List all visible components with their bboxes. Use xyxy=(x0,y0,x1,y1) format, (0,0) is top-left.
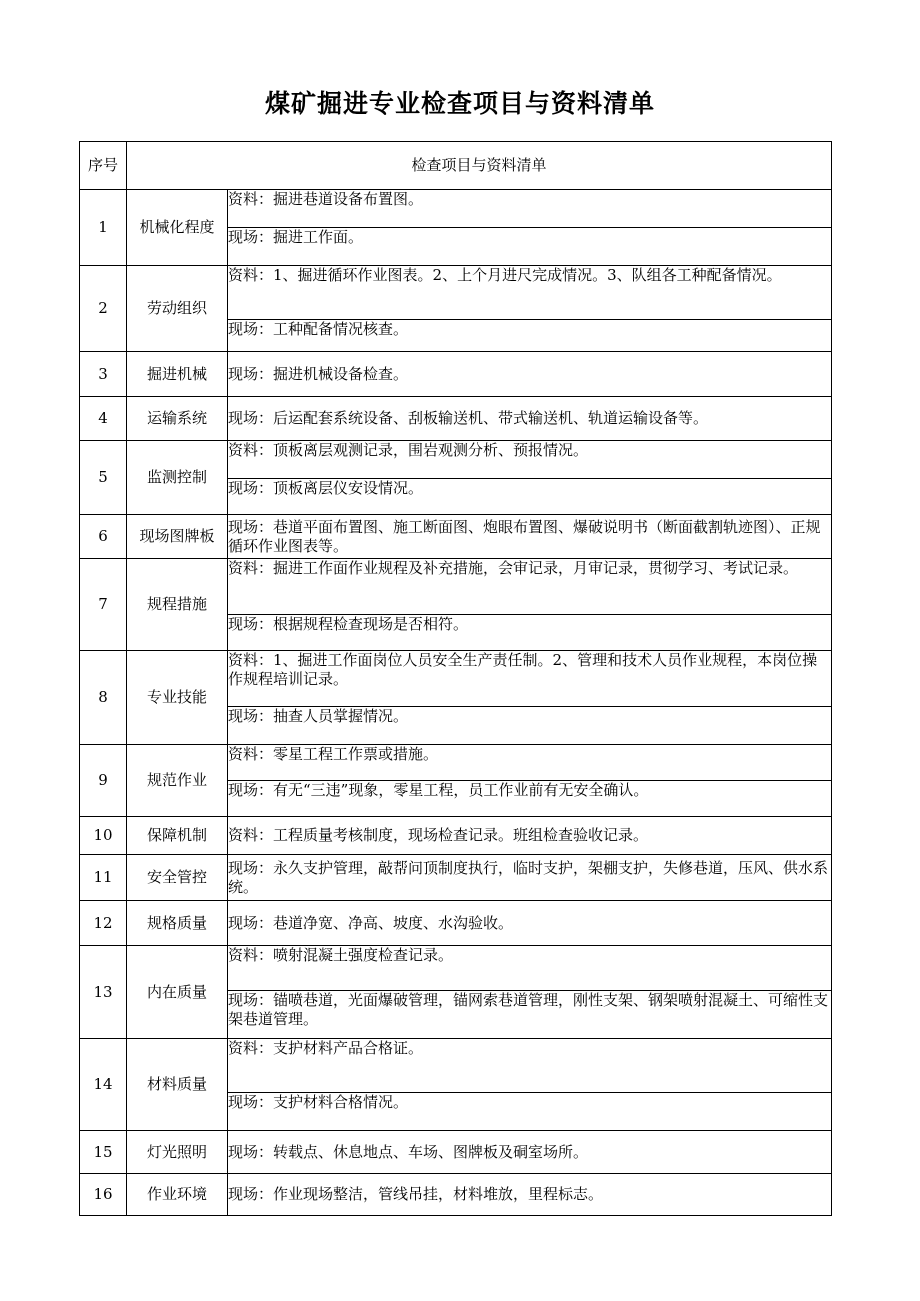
row-number: 13 xyxy=(80,946,127,1039)
item-detail: 现场：锚喷巷道，光面爆破管理，锚网索巷道管理，刚性支架、钢架喷射混凝土、可缩性支架巷道管理。 xyxy=(228,991,832,1039)
item-detail: 现场：作业现场整洁，管线吊挂，材料堆放，里程标志。 xyxy=(228,1174,832,1216)
row-number: 10 xyxy=(80,817,127,855)
table-row xyxy=(80,651,832,707)
item-detail: 资料：零星工程工作票或措施。 xyxy=(228,745,832,781)
row-number: 5 xyxy=(80,441,127,515)
item-detail: 现场：掘进机械设备检查。 xyxy=(228,352,832,397)
item-name: 规范作业 xyxy=(127,745,228,817)
table-row xyxy=(80,266,832,320)
item-detail: 现场：支护材料合格情况。 xyxy=(228,1093,832,1131)
item-detail: 资料：工程质量考核制度，现场检查记录。班组检查验收记录。 xyxy=(228,817,832,855)
table-row xyxy=(80,1039,832,1093)
row-number: 8 xyxy=(80,651,127,745)
item-detail: 现场：有无“三违”现象，零星工程，员工作业前有无安全确认。 xyxy=(228,781,832,817)
item-name: 现场图牌板 xyxy=(127,515,228,559)
item-name: 监测控制 xyxy=(127,441,228,515)
item-detail: 资料：支护材料产品合格证。 xyxy=(228,1039,832,1093)
row-number: 11 xyxy=(80,855,127,901)
item-detail: 资料：1、掘进循环作业图表。2、上个月进尺完成情况。3、队组各工种配备情况。 xyxy=(228,266,832,320)
row-number: 7 xyxy=(80,559,127,651)
row-number: 12 xyxy=(80,901,127,946)
item-detail: 资料：掘进巷道设备布置图。 xyxy=(228,190,832,228)
row-number: 15 xyxy=(80,1131,127,1174)
row-number: 3 xyxy=(80,352,127,397)
table-row xyxy=(80,946,832,991)
item-name: 劳动组织 xyxy=(127,266,228,352)
header-seq: 序号 xyxy=(80,142,127,190)
item-name: 规程措施 xyxy=(127,559,228,651)
table-row xyxy=(80,1174,832,1216)
item-name: 机械化程度 xyxy=(127,190,228,266)
document-title: 煤矿掘进专业检查项目与资料清单 xyxy=(264,89,655,118)
header-content: 检查项目与资料清单 xyxy=(127,142,832,190)
row-number: 9 xyxy=(80,745,127,817)
table-row xyxy=(80,397,832,441)
table-row xyxy=(80,559,832,615)
row-number: 16 xyxy=(80,1174,127,1216)
item-name: 灯光照明 xyxy=(127,1131,228,1174)
table-row xyxy=(80,190,832,228)
item-detail: 现场：巷道净宽、净高、坡度、水沟验收。 xyxy=(228,901,832,946)
item-name: 材料质量 xyxy=(127,1039,228,1131)
item-name: 运输系统 xyxy=(127,397,228,441)
item-name: 安全管控 xyxy=(127,855,228,901)
row-number: 1 xyxy=(80,190,127,266)
table-row xyxy=(80,901,832,946)
item-detail: 资料：顶板离层观测记录，围岩观测分析、预报情况。 xyxy=(228,441,832,479)
item-name: 作业环境 xyxy=(127,1174,228,1216)
row-number: 6 xyxy=(80,515,127,559)
item-detail: 现场：后运配套系统设备、刮板输送机、带式输送机、轨道运输设备等。 xyxy=(228,397,832,441)
table-row xyxy=(80,745,832,781)
item-detail: 现场：根据规程检查现场是否相符。 xyxy=(228,615,832,651)
table-row xyxy=(80,817,832,855)
table-row xyxy=(80,1131,832,1174)
row-number: 2 xyxy=(80,266,127,352)
item-name: 保障机制 xyxy=(127,817,228,855)
item-detail: 现场：转载点、休息地点、车场、图牌板及硐室场所。 xyxy=(228,1131,832,1174)
inspection-table xyxy=(79,141,832,1216)
item-detail: 资料：1、掘进工作面岗位人员安全生产责任制。2、管理和技术人员作业规程，本岗位操作规程培训记录。 xyxy=(228,651,832,707)
item-name: 掘进机械 xyxy=(127,352,228,397)
item-detail: 现场：巷道平面布置图、施工断面图、炮眼布置图、爆破说明书（断面截割轨迹图）、正规循环作业图表等。 xyxy=(228,515,832,559)
item-detail: 现场：永久支护管理，敲帮问顶制度执行，临时支护，架棚支护，失修巷道，压风、供水系统。 xyxy=(228,855,832,901)
item-name: 内在质量 xyxy=(127,946,228,1039)
row-number: 4 xyxy=(80,397,127,441)
item-detail: 资料：喷射混凝土强度检查记录。 xyxy=(228,946,832,991)
item-detail: 现场：掘进工作面。 xyxy=(228,228,832,266)
item-name: 规格质量 xyxy=(127,901,228,946)
table-row xyxy=(80,441,832,479)
table-row xyxy=(80,855,832,901)
row-number: 14 xyxy=(80,1039,127,1131)
item-detail: 现场：工种配备情况核查。 xyxy=(228,320,832,352)
table-header-row xyxy=(80,142,832,190)
item-detail: 现场：顶板离层仪安设情况。 xyxy=(228,479,832,515)
item-name: 专业技能 xyxy=(127,651,228,745)
table-row xyxy=(80,352,832,397)
item-detail: 现场：抽查人员掌握情况。 xyxy=(228,707,832,745)
table-row xyxy=(80,515,832,559)
item-detail: 资料：掘进工作面作业规程及补充措施，会审记录，月审记录，贯彻学习、考试记录。 xyxy=(228,559,832,615)
